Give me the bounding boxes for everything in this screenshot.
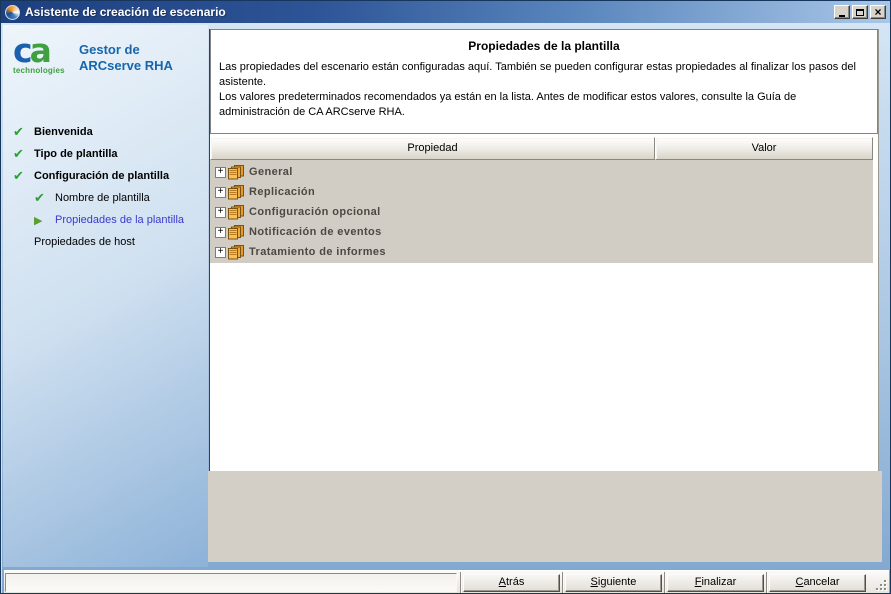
wizard-step-label: Nombre de plantilla [55,192,150,204]
wizard-step-label: Tipo de plantilla [34,148,118,160]
property-group-label: Tratamiento de informes [249,246,386,258]
atras-button[interactable] [463,574,560,592]
page-description-line1: Las propiedades del escenario están configuradas aquí. También se pueden configurar estas propiedades al finalizar los pasos del asistente. [219,61,856,88]
logo-letter-c: c [13,31,30,70]
current-step-arrow-icon: ▶ [34,214,43,227]
documents-stack-icon [228,245,245,260]
check-icon: ✔ [13,146,24,161]
wizard-step-tipo-de-plantilla [3,143,208,165]
property-group-row-configuracion-opcional[interactable] [210,202,873,222]
titlebar[interactable] [1,1,890,23]
documents-stack-icon [228,205,245,220]
wizard-steps [3,121,208,253]
property-tree [210,160,873,263]
wizard-step-bienvenida [3,121,208,143]
siguiente-button[interactable] [565,574,662,592]
expand-icon[interactable]: + [215,187,226,198]
check-icon: ✔ [34,190,45,205]
property-table-header [210,137,878,160]
footer-cell-siguiente [562,572,664,593]
product-name-line1: Gestor de [79,42,140,57]
page-title: Propiedades de la plantilla [468,39,620,53]
maximize-icon [856,9,864,16]
bottom-spacer-panel [208,471,882,562]
expand-icon[interactable]: + [215,247,226,258]
documents-stack-icon [228,165,245,180]
window-controls [834,5,886,19]
property-group-label: General [249,166,293,178]
wizard-step-nombre-de-plantilla [3,187,208,209]
wizard-step-label: Propiedades de la plantilla [55,214,185,226]
button-label: Atrás [498,576,525,588]
property-group-row-notificacion-de-eventos[interactable] [210,222,873,242]
wizard-step-propiedades-de-host [3,231,208,253]
minimize-button[interactable] [834,5,850,19]
maximize-button[interactable] [852,5,868,19]
product-name-line2: ARCserve RHA [79,58,173,73]
brand-block [13,31,173,75]
property-group-row-tratamiento-de-informes[interactable] [210,242,873,262]
expand-icon[interactable]: + [215,207,226,218]
footer-cell-finalizar [664,572,766,593]
page-header-box [210,29,878,134]
column-header-valor[interactable]: Valor [655,137,873,160]
app-logo-icon [5,5,20,20]
footer-buttons [460,572,868,593]
property-group-label: Notificación de eventos [249,226,382,238]
page-description [219,60,867,120]
close-button[interactable] [870,5,886,19]
wizard-step-label: Configuración de plantilla [34,170,170,182]
footer-cell-atras [460,572,562,593]
logo-letter-a: a [29,31,49,70]
property-group-row-general[interactable] [210,162,873,182]
ca-logo [13,31,69,75]
check-icon: ✔ [13,168,24,183]
cancelar-button[interactable] [769,574,866,592]
main-panel [209,29,879,471]
wizard-step-configuracion-de-plantilla [3,165,208,187]
expand-icon[interactable]: + [215,227,226,238]
documents-stack-icon [228,185,245,200]
button-label: Cancelar [795,576,840,588]
close-icon: × [874,5,882,19]
column-header-propiedad[interactable]: Propiedad [210,137,655,160]
button-label: Finalizar [694,576,737,588]
product-name [79,42,173,74]
wizard-step-label: Bienvenida [34,126,93,138]
status-message-panel [5,573,457,592]
documents-stack-icon [228,225,245,240]
sidebar [3,25,208,567]
wizard-step-label: Propiedades de host [34,236,135,248]
minimize-icon [839,15,845,17]
window-title: Asistente de creación de escenario [25,5,226,19]
property-group-label: Replicación [249,186,316,198]
property-group-row-replicacion[interactable] [210,182,873,202]
expand-icon[interactable]: + [215,167,226,178]
footer-cell-cancelar [766,572,868,593]
property-group-label: Configuración opcional [249,206,381,218]
logo-subtext: technologies [13,66,65,75]
button-label: Siguiente [590,576,637,588]
wizard-step-propiedades-de-la-plantilla [3,209,208,231]
finalizar-button[interactable] [667,574,764,592]
statusbar [4,570,889,593]
resize-grip-icon[interactable] [874,578,887,591]
check-icon: ✔ [13,124,24,139]
page-description-line2: Los valores predeterminados recomendados ya están en la lista. Antes de modificar estos valores, consulte la Guía de administración de CA ARCserve RHA. [219,91,797,118]
